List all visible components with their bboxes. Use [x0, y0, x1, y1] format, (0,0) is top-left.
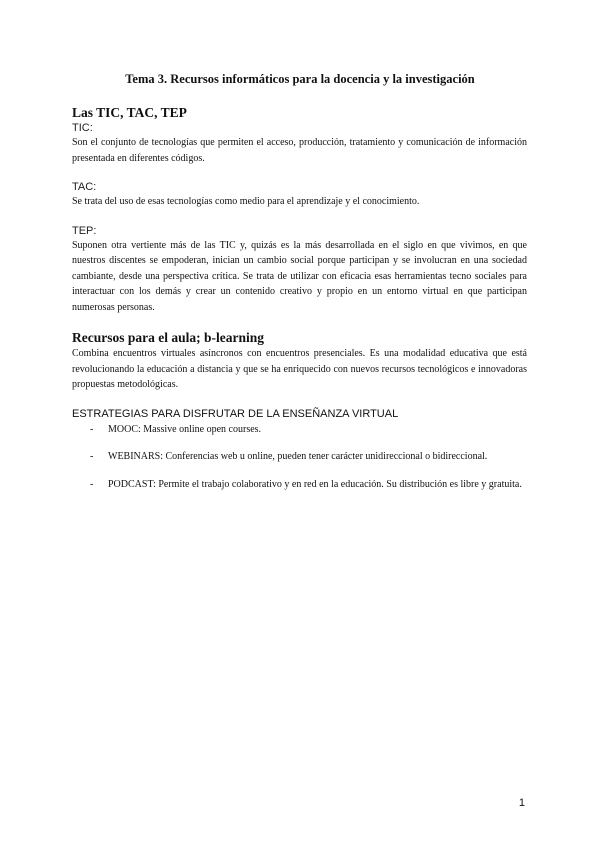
tep-paragraph: Suponen otra vertiente más de las TIC y, quizás es la más desarrollada en el siglo en que vivimos, en que nuestros discentes se empoderan, inician un cambio social porque participan y se involucran en una sociedad cambiante, desde una perspectiva crítica. Se trata de utilizar con eficacia esas herramientas tecno sociales para interactuar con los demás y crear un contenido creativo y propio en un entorno virtual en que participan numerosas personas.	[72, 239, 527, 313]
document-title: Tema 3. Recursos informáticos para la docencia y la investigación	[125, 72, 475, 86]
bullet-dash: -	[90, 451, 94, 462]
list-item	[72, 477, 527, 493]
bullet-dash: -	[90, 423, 94, 435]
list-item	[72, 422, 527, 438]
strategies-list	[72, 422, 527, 493]
tic-label: TIC:	[72, 122, 93, 134]
tic-paragraph: Son el conjunto de tecnologías que permiten el acceso, producción, tratamiento y comunicación de información presentada en diferentes códigos.	[72, 137, 527, 164]
section-heading-b-learning: Recursos para el aula; b-learning	[72, 330, 264, 345]
page-number: 1	[518, 797, 525, 809]
strategies-title: ESTRATEGIAS PARA DISFRUTAR DE LA ENSEÑANZA VIRTUAL	[72, 407, 399, 420]
strategy-podcast: PODCAST: Permite el trabajo colaborativo y en red en la educación. Su distribución es libre y gratuita.	[108, 478, 522, 490]
strategy-webinars: WEBINARS: Conferencias web u online, pueden tener carácter unidireccional o bidireccional.	[108, 451, 488, 462]
b-learning-paragraph: Combina encuentros virtuales asíncronos con encuentros presenciales. Es una modalidad educativa que está revolucionando la educación a distancia y que se ha enriquecido con nuevos recursos tecnológicos e innovadoras propuestas metodológicas.	[72, 348, 527, 390]
section-heading-tic-tac-tep: Las TIC, TAC, TEP	[72, 105, 187, 120]
document-body	[72, 104, 527, 504]
strategy-mooc: MOOC: Massive online open courses.	[108, 423, 262, 435]
tep-label: TEP:	[72, 224, 97, 237]
list-item	[72, 449, 527, 465]
tac-paragraph: Se trata del uso de esas tecnologías como medio para el aprendizaje y el conocimiento.	[72, 196, 420, 207]
bullet-dash: -	[90, 478, 94, 490]
tac-label: TAC:	[72, 181, 97, 193]
